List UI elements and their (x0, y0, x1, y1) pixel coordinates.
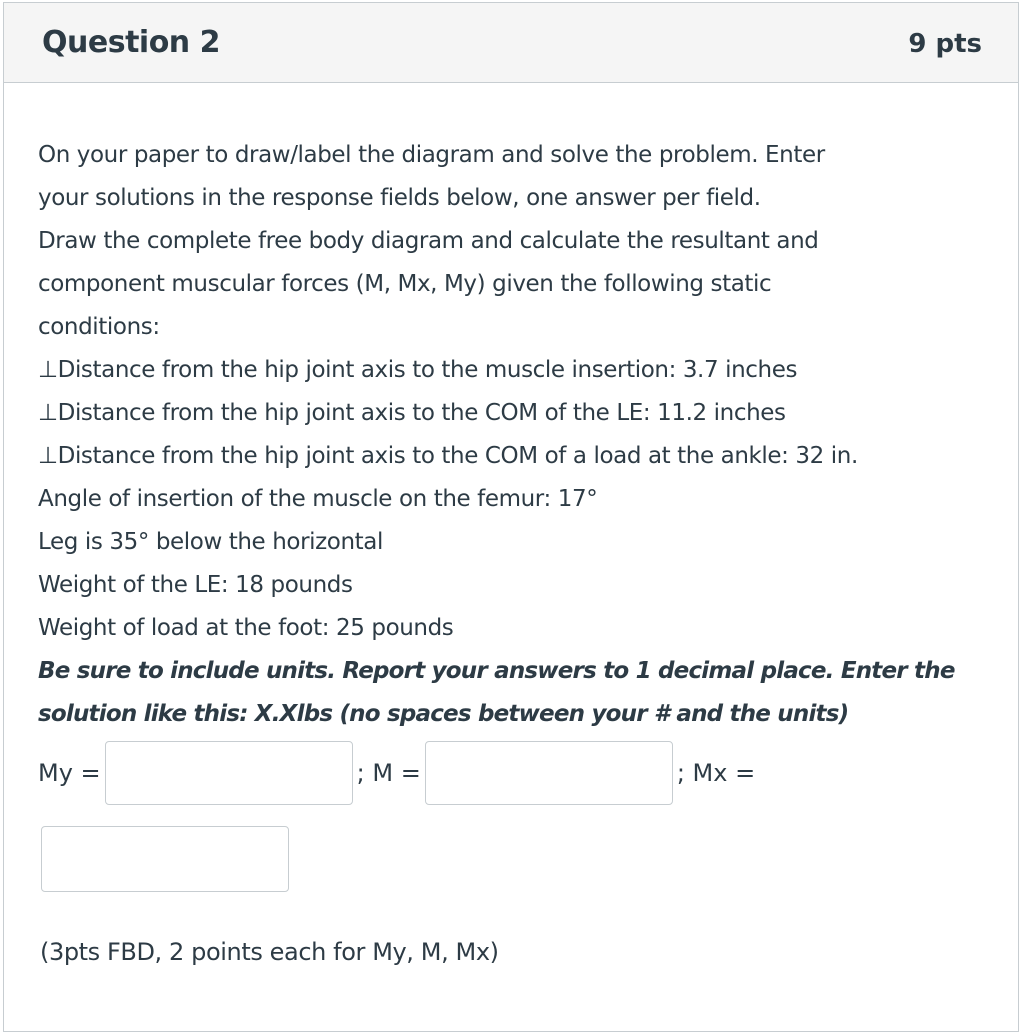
question-text-line: component muscular forces (M, Mx, My) given the following static (38, 271, 772, 297)
condition-line: ⊥Distance from the hip joint axis to the COM of the LE: 11.2 inches (38, 400, 786, 426)
condition-line: ⊥Distance from the hip joint axis to the COM of a load at the ankle: 32 in. (38, 443, 858, 469)
condition-line: Angle of insertion of the muscle on the femur: 17° (38, 486, 598, 512)
question-text-line: Draw the complete free body diagram and calculate the resultant and (38, 228, 819, 254)
answer-row (38, 739, 755, 807)
my-answer-input[interactable] (105, 741, 353, 805)
question-points: 9 pts (908, 29, 982, 59)
condition-line: Leg is 35° below the horizontal (38, 529, 383, 555)
question-header (4, 3, 1018, 83)
instruction-line: Be sure to include units. Report your answers to 1 decimal place. Enter the (38, 658, 955, 684)
my-label: My = (38, 759, 101, 787)
question-body (38, 134, 988, 736)
condition-line: Weight of load at the foot: 25 pounds (38, 615, 454, 641)
question-title: Question 2 (42, 25, 220, 60)
m-label: ; M = (356, 759, 421, 787)
m-answer-input[interactable] (425, 741, 673, 805)
question-text-line: your solutions in the response fields below, one answer per field. (38, 185, 761, 211)
condition-line: ⊥Distance from the hip joint axis to the muscle insertion: 3.7 inches (38, 357, 798, 383)
question-text-line: conditions: (38, 314, 160, 340)
mx-label: ; Mx = (676, 759, 756, 787)
question-text-line: On your paper to draw/label the diagram and solve the problem. Enter (38, 142, 825, 168)
condition-line: Weight of the LE: 18 pounds (38, 572, 353, 598)
points-breakdown-note: (3pts FBD, 2 points each for My, M, Mx) (40, 938, 499, 966)
mx-answer-input[interactable] (41, 826, 289, 892)
instruction-line: solution like this: X.Xlbs (no spaces between your # and the units) (38, 701, 849, 727)
